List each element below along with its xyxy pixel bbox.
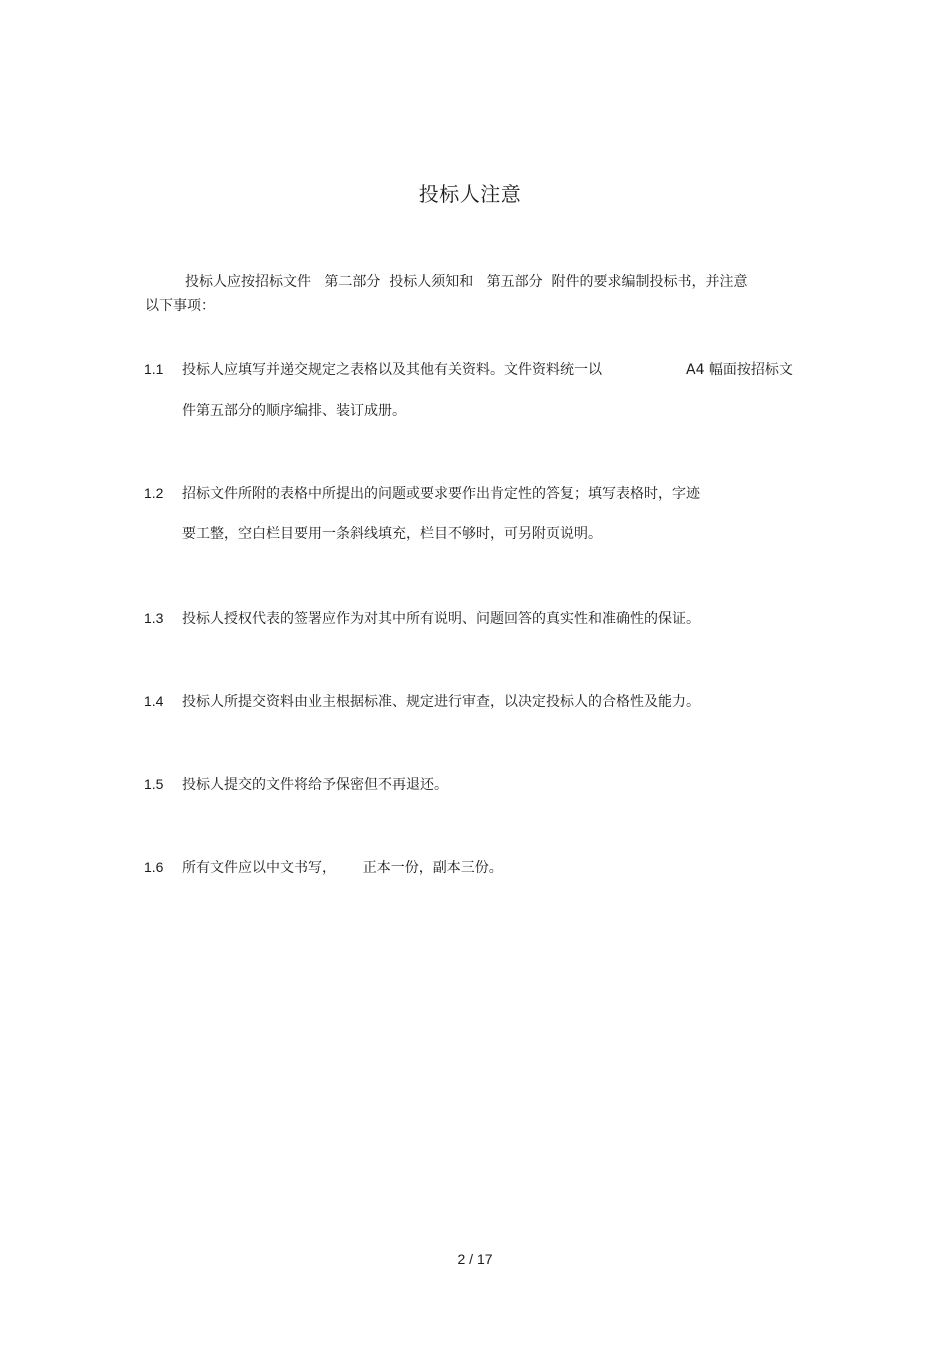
item-number: 1.4 — [144, 693, 164, 709]
item-text: 投标人所提交资料由业主根据标准、规定进行审查，以决定投标人的合格性及能力。 — [182, 694, 700, 710]
intro-line-2: 以下事项： — [145, 298, 215, 314]
page-title: 投标人注意 — [418, 182, 522, 206]
item-text: 投标人授权代表的签署应作为对其中所有说明、问题回答的真实性和准确性的保证。 — [182, 611, 700, 627]
item-number: 1.2 — [144, 485, 164, 501]
item-number: 1.3 — [144, 610, 164, 626]
item-text: 投标人应填写并递交规定之表格以及其他有关资料。文件资料统一以 — [182, 362, 602, 378]
item-number: 1.1 — [144, 361, 164, 377]
item-text-continuation: 要工整，空白栏目要用一条斜线填充，栏目不够时，可另附页说明。 — [182, 526, 602, 542]
item-number: 1.6 — [144, 859, 164, 875]
page-number: 2 / 17 — [457, 1251, 493, 1267]
item-text: 投标人提交的文件将给予保密但不再退还。 — [182, 777, 448, 793]
intro-line-1: 投标人应按招标文件 第二部分 投标人须知和 第五部分 附件的要求编制投标书，并注意 — [185, 274, 748, 290]
item-text: 所有文件应以中文书写， 正本一份，副本三份。 — [182, 860, 503, 876]
item-number: 1.5 — [144, 776, 164, 792]
item-text-tail: A4 幅面按招标文 — [686, 362, 793, 378]
item-text: 招标文件所附的表格中所提出的问题或要求要作出肯定性的答复；填写表格时，字迹 — [182, 486, 700, 502]
item-text-continuation: 件第五部分的顺序编排、装订成册。 — [182, 403, 406, 419]
